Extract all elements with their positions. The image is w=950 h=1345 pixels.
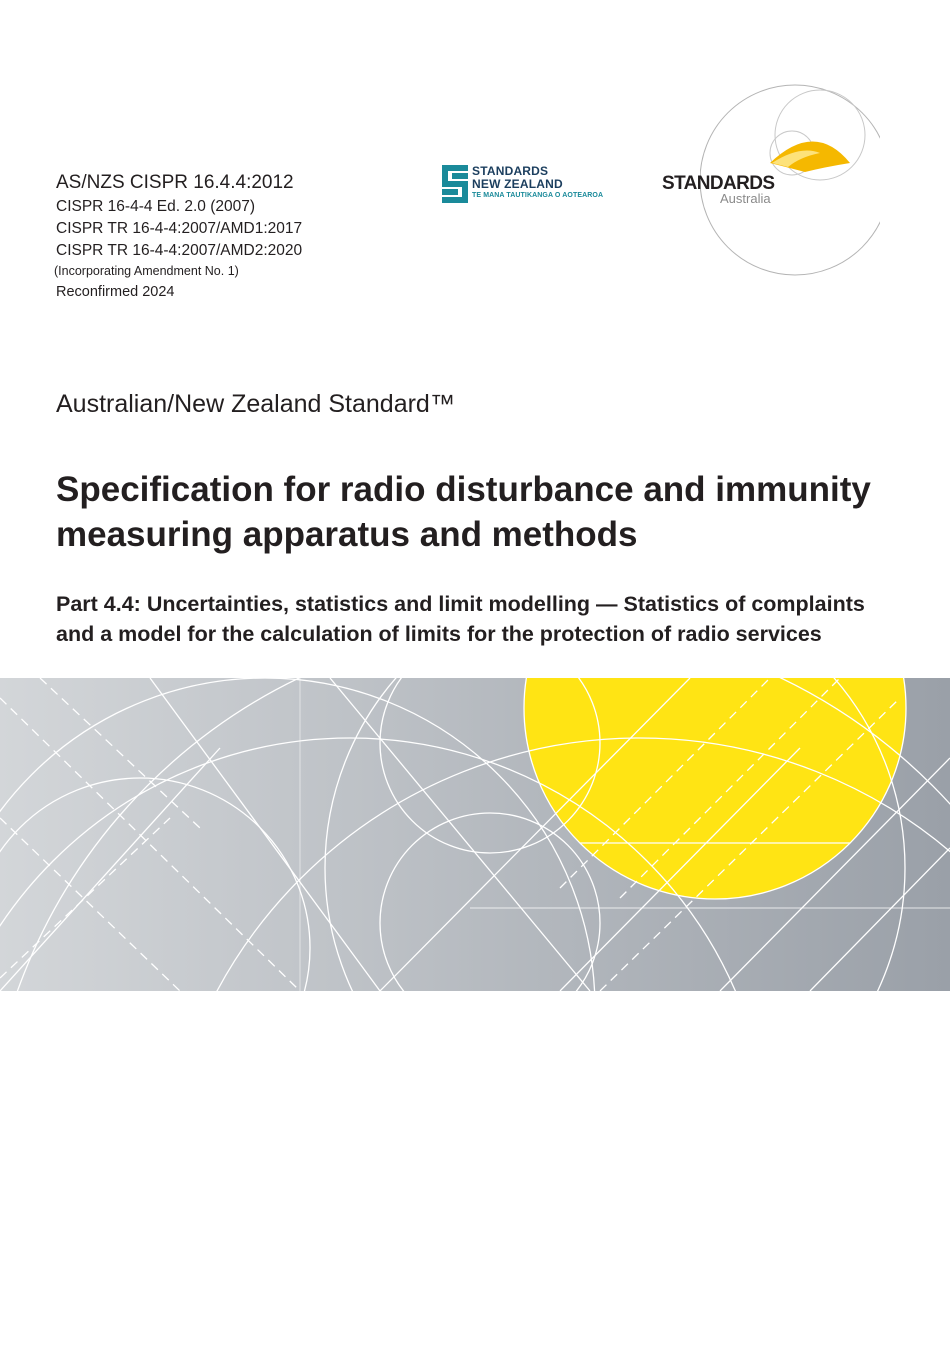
document-identifiers [56,170,302,304]
standards-australia-sub: Australia [720,191,771,206]
reconfirmed-note: Reconfirmed 2024 [56,284,175,300]
standards-australia-wordmark: STANDARDS [662,173,775,194]
standard-number: AS/NZS CISPR 16.4.4:2012 [56,172,294,193]
amendment-reference-1: CISPR TR 16-4-4:2007/AMD1:2017 [56,220,303,237]
document-subtitle: Part 4.4: Uncertainties, statistics and limit modelling — Statistics of complaints and a model for the calculation of limits for the protection of radio services [56,592,865,646]
amendment-note: (Incorporating Amendment No. 1) [54,264,239,278]
decorative-cover-banner [0,678,950,991]
document-title: Specification for radio disturbance and immunity measuring apparatus and methods [56,470,871,554]
snz-line-1: STANDARDS [472,164,549,178]
amendment-reference-2: CISPR TR 16-4-4:2007/AMD2:2020 [56,242,303,259]
snz-tagline: TE MANA TAUTIKANGA O AOTEAROA [472,192,604,199]
snz-line-2: NEW ZEALAND [472,177,563,191]
standards-nz-logo [442,165,603,203]
standards-nz-logo-icon [442,165,468,203]
iec-reference: CISPR 16-4-4 Ed. 2.0 (2007) [56,198,256,215]
standards-nz-wordmark [472,165,603,201]
standard-type-label: Australian/New Zealand Standard™ [56,390,455,418]
